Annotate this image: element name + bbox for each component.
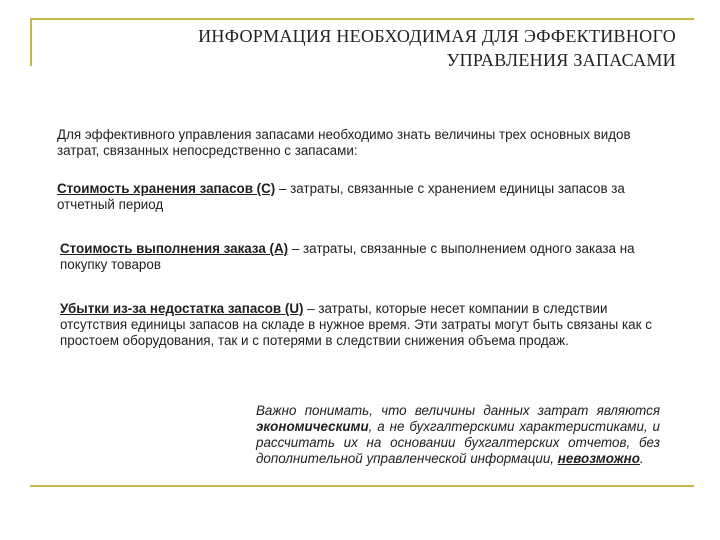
note-text: , а не бухгалтерскими характеристиками, и рассчитать их на основании бухгалтерских отчетов, без дополнительной управленческой информации, (256, 419, 660, 466)
important-note (256, 403, 660, 467)
cost-code: (U) (281, 301, 304, 316)
slide-title (70, 24, 676, 72)
cost-description: – затраты, связанные с выполнением одного заказа на покупку товаров (60, 241, 635, 272)
cost-code: (С) (252, 181, 276, 196)
cost-item-shortage (60, 301, 670, 349)
frame-top-line (30, 18, 694, 20)
frame-bottom-line (30, 485, 694, 487)
cost-item-ordering (60, 241, 660, 273)
note-emphasis-impossible: невозможно (557, 451, 640, 466)
title-line-2: УПРАВЛЕНИЯ ЗАПАСАМИ (446, 50, 676, 70)
note-emphasis-economic: экономическими (256, 419, 369, 434)
cost-term: Убытки из-за недостатка запасов (60, 301, 282, 316)
intro-paragraph: Для эффективного управления запасами необходимо знать величины трех основных видов затрат, связанных непосредственно с запасами: (57, 127, 631, 158)
title-line-1: ИНФОРМАЦИЯ НЕОБХОДИМАЯ ДЛЯ ЭФФЕКТИВНОГО (198, 26, 676, 46)
note-text: . (639, 451, 644, 466)
cost-description: – затраты, которые несет компании в следствии отсутствия единицы запасов на складе в нужное время. Эти затраты могут быть связаны как с простоем оборудования, так и с потерями в следствии снижения объема продаж. (60, 301, 652, 348)
cost-term: Стоимость выполнения заказа (60, 241, 266, 256)
cost-term: Стоимость хранения запасов (57, 181, 253, 196)
cost-code: (А) (265, 241, 289, 256)
cost-description: – затраты, связанные с хранением единицы запасов за отчетный период (57, 181, 625, 212)
note-text: Важно понимать, что величины данных затрат являются (256, 403, 660, 418)
cost-item-holding (57, 181, 657, 213)
frame-left-line (30, 18, 32, 66)
